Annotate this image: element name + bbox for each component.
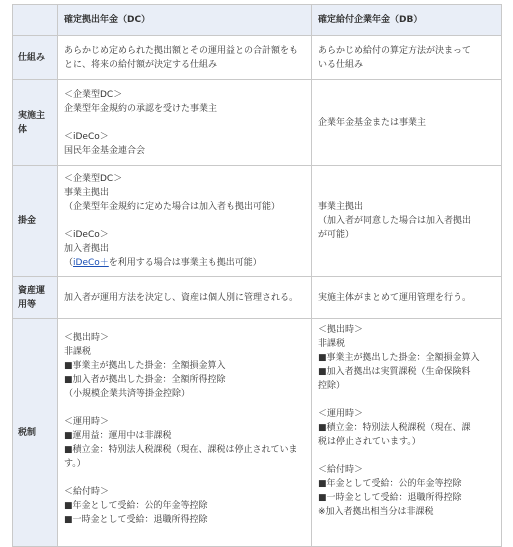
- row-label-line: 実施主: [18, 110, 46, 121]
- header-db: 確定給付企業年金（DB）: [312, 5, 502, 36]
- row-label-line: 用等: [18, 299, 37, 310]
- cell-db-zeisei: [312, 319, 502, 547]
- cell-dc-shikumi: [58, 36, 312, 80]
- spacer: [64, 116, 305, 130]
- text-line: ＜企業型DC＞: [64, 174, 123, 184]
- text-line: 加入者拠出: [64, 244, 110, 254]
- cell-dc-zeisei: [58, 319, 312, 547]
- text-line: ＜iDeCo＞: [64, 131, 109, 142]
- text-fragment: （: [64, 258, 74, 268]
- row-label-line: 体: [18, 124, 28, 135]
- text-line: （企業型年金規約に定めた場合は加入者も拠出可能）: [64, 202, 281, 212]
- text-line: ＜iDeCo＞: [64, 230, 109, 240]
- text-line-with-link: [64, 256, 305, 270]
- spacer: [64, 214, 305, 228]
- text-line: ※加入者拠出相当分は非課税: [318, 507, 434, 517]
- text-fragment: を利用する場合は事業主も拠出可能）: [108, 258, 262, 268]
- text-line: あらかじめ定められた拠出額とその運用益との合計額をも: [64, 45, 299, 56]
- cell-dc-shisan: [58, 277, 312, 319]
- spacer: [64, 401, 305, 415]
- text-line: ■事業主が拠出した掛金：全額損金算入: [318, 353, 480, 363]
- text-line: ■運用益：運用中は非課税: [64, 431, 172, 441]
- text-line: 非課税: [318, 339, 346, 349]
- row-label-kakekin: 掛金: [13, 166, 58, 277]
- row-label-line: 資産運: [18, 285, 46, 296]
- row-label-shikumi: 仕組み: [13, 36, 58, 80]
- text-line: ＜運用時＞: [64, 417, 110, 427]
- row-label-zeisei: 税制: [13, 319, 58, 547]
- text-line: 非課税: [64, 347, 92, 357]
- text-line: ■加入者拠出は実質課税（生命保険料: [318, 367, 471, 377]
- text-line: ■積立金：特別法人税課税（現在、課: [318, 423, 471, 433]
- text-line: とに、将来の給付額が決定する仕組み: [64, 59, 218, 70]
- text-line: 事業主拠出: [64, 188, 110, 198]
- text-line: （加入者が同意した場合は加入者拠出: [318, 216, 472, 226]
- spacer: [318, 449, 495, 463]
- cell-db-shikumi: [312, 36, 502, 80]
- cell-db-kakekin: [312, 166, 502, 277]
- text-line: 事業主拠出: [318, 202, 364, 212]
- text-line: 企業型年金規約の承認を受けた事業主: [64, 103, 218, 114]
- spacer: [318, 393, 495, 407]
- cell-db-jisshi: [312, 80, 502, 166]
- text-line: 企業年金基金または事業主: [318, 117, 427, 128]
- spacer: [64, 471, 305, 485]
- text-line: 実施主体がまとめて運用管理を行う。: [318, 292, 472, 303]
- text-line: 国民年金基金連合会: [64, 145, 146, 156]
- row-zeisei: [13, 319, 502, 547]
- cell-dc-jisshi: [58, 80, 312, 166]
- text-line: ■一時金として受給：退職所得控除: [64, 515, 208, 525]
- text-line: が可能）: [318, 230, 355, 240]
- cell-db-shisan: [312, 277, 502, 319]
- header-dc: 確定拠出年金（DC）: [58, 5, 312, 36]
- dc-db-comparison-table: [12, 4, 502, 547]
- text-line: ■年金として受給：公的年金等控除: [64, 501, 208, 511]
- text-line: ■事業主が拠出した掛金：全額損金算入: [64, 361, 226, 371]
- text-line: 税は停止されています。）: [318, 437, 421, 447]
- text-line: ■加入者が拠出した掛金：全額所得控除: [64, 375, 226, 385]
- text-line: ＜給付時＞: [64, 487, 110, 497]
- row-shisan: [13, 277, 502, 319]
- ideco-plus-link[interactable]: iDeCo＋: [73, 258, 109, 268]
- header-row: [13, 5, 502, 36]
- text-line: す。）: [64, 459, 86, 469]
- text-line: ■一時金として受給：退職所得控除: [318, 493, 462, 503]
- text-line: （小規模企業共済等掛金控除）: [64, 389, 191, 399]
- row-jisshi: [13, 80, 502, 166]
- text-line: 加入者が運用方法を決定し、資産は個人別に管理される。: [64, 292, 299, 303]
- text-line: ＜拠出時＞: [64, 333, 110, 343]
- text-line: ＜企業型DC＞: [64, 89, 123, 100]
- text-line: ＜給付時＞: [318, 465, 364, 475]
- row-label-shisan: [13, 277, 58, 319]
- row-kakekin: [13, 166, 502, 277]
- text-line: いる仕組み: [318, 59, 364, 70]
- comparison-table-container: [12, 4, 501, 547]
- cell-dc-kakekin: [58, 166, 312, 277]
- text-line: ＜拠出時＞: [318, 325, 364, 335]
- text-line: ■年金として受給：公的年金等控除: [318, 479, 462, 489]
- header-empty-cell: [13, 5, 58, 36]
- text-line: ＜運用時＞: [318, 409, 364, 419]
- text-line: ■積立金：特別法人税課税（現在、課税は停止されていま: [64, 445, 298, 455]
- row-shikumi: [13, 36, 502, 80]
- text-line: あらかじめ給付の算定方法が決まって: [318, 45, 472, 56]
- text-line: 控除）: [318, 381, 346, 391]
- row-label-jisshi: [13, 80, 58, 166]
